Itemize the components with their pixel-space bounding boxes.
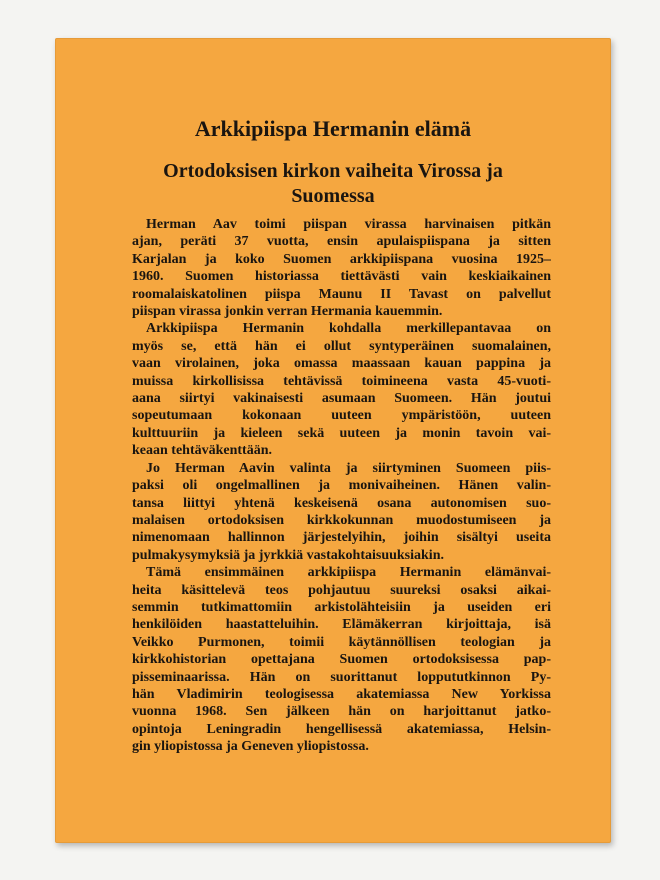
subtitle-line: Ortodoksisen kirkon vaiheita Virossa ja (163, 160, 503, 182)
paragraph-3 (132, 460, 551, 564)
text-line: muissa kirkollisissa tehtävissä toimineena vasta 45-vuoti- (132, 373, 551, 389)
text-line: paksi oli ongelmallinen ja monivaiheinen. Hänen valin- (132, 478, 551, 494)
book-subtitle (115, 159, 551, 209)
blurb-text (132, 216, 551, 756)
text-line: tansa liittyi yhtenä keskeisenä osana autonomisen suo- (132, 495, 551, 511)
paragraph-1 (132, 216, 551, 320)
text-line: Tämä ensimmäinen arkkipiispa Hermanin elämänvai- (146, 565, 551, 581)
text-line: semmin tutkimattomiin arkistolähteisiin ja useiden eri (132, 599, 551, 615)
text-line: heita käsittelevä teos pohjautuu suureksi osaksi aikai- (132, 582, 551, 598)
text-line: sopeutumaan kokonaan uuteen ympäristöön, uuteen (132, 408, 551, 424)
text-line: malaisen ortodoksisen kirkkokunnan muodostumiseen ja (132, 512, 551, 528)
text-line: Veikko Purmonen, toimii käytännöllisen teologian ja (132, 634, 551, 650)
text-line: hän Vladimirin teologisessa akatemiassa New Yorkissa (132, 686, 551, 702)
text-line: Karjalan ja koko Suomen arkkipiispana vuosina 1925– (132, 251, 551, 267)
text-line: kulttuuriin ja kieleen sekä uuteen ja monin tavoin vai- (132, 425, 551, 441)
text-line: pisseminaarissa. Hän on suorittanut loppututkinnon Py- (132, 669, 551, 685)
text-line: ajan, peräti 37 vuotta, ensin apulaispiispana ja sitten (132, 234, 551, 250)
text-line: vuonna 1968. Sen jälkeen hän on harjoittanut jatko- (132, 704, 551, 720)
book-title: Arkkipiispa Hermanin elämä (194, 116, 472, 141)
paragraph-2 (132, 320, 551, 459)
book-back-cover (55, 38, 611, 843)
text-line: myös se, että hän ei ollut syntyperäinen suomalainen, (132, 338, 551, 354)
text-line: piispan virassa jonkin verran Hermania kauemmin. (132, 304, 443, 320)
text-line: Jo Herman Aavin valinta ja siirtyminen Suomeen piis- (146, 460, 551, 476)
text-line: nimenomaan hallinnon järjestelyihin, joihin sisältyi useita (132, 530, 551, 546)
text-line: opintoja Leningradin hengellisessä akatemiassa, Helsin- (132, 721, 551, 737)
text-line: keaan tehtäväkenttään. (132, 443, 273, 459)
text-line: pulmakysymyksiä ja jyrkkiä vastakohtaisuuksiakin. (132, 547, 444, 563)
text-line: 1960. Suomen historiassa tiettävästi vain keskiaikainen (132, 269, 551, 285)
subtitle-line: Suomessa (291, 185, 375, 207)
text-line: aana siirtyi vakinaisesti asumaan Suomeen. Hän joutui (132, 391, 551, 407)
text-line: Herman Aav toimi piispan virassa harvinaisen pitkän (146, 217, 551, 232)
text-line: roomalaiskatolinen piispa Maunu II Tavast on palvellut (132, 286, 551, 302)
text-line: gin yliopistossa ja Geneven yliopistossa. (132, 739, 369, 755)
text-line: henkilöiden haastatteluihin. Elämäkerran kirjoittaja, isä (132, 617, 551, 633)
text-line: vaan virolainen, joka omassa maassaan kauan pappina ja (132, 356, 551, 372)
paragraph-4 (132, 564, 551, 755)
text-line: kirkkohistorian opettajana Suomen ortodoksisessa pap- (132, 652, 551, 668)
text-line: Arkkipiispa Hermanin kohdalla merkillepantavaa on (146, 321, 551, 337)
